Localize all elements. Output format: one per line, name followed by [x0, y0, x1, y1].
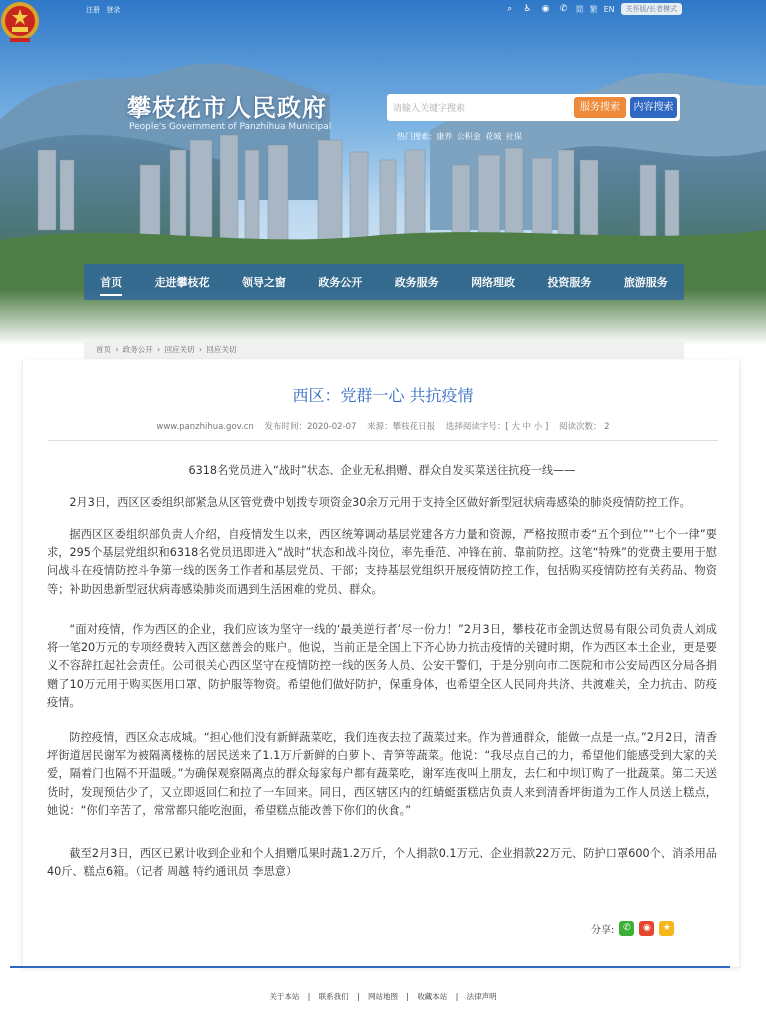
- hot-search: [397, 131, 524, 142]
- content-search-button[interactable]: 内容搜索: [630, 97, 677, 118]
- main-nav: [84, 264, 684, 300]
- breadcrumb-response[interactable]: 回应关切: [164, 345, 195, 354]
- search-box: [387, 94, 680, 121]
- article-paragraph: 2月3日，西区区委组织部紧急从区管党费中划拨专项资金30余万元用于支持全区做好新型冠状病毒感染的肺炎疫情防控工作。: [69, 496, 691, 509]
- breadcrumb-current[interactable]: 回应关切: [206, 345, 237, 354]
- footer-sep: |: [307, 992, 311, 1001]
- nav-item-gov-service[interactable]: 政务服务: [394, 276, 439, 289]
- footer-links: [0, 991, 766, 1002]
- wechat-icon[interactable]: ✆: [619, 921, 634, 936]
- meta-site: www.panzhihua.gov.cn: [156, 422, 254, 432]
- hot-word[interactable]: 社保: [505, 132, 522, 141]
- nav-item-home[interactable]: 首页: [100, 276, 123, 289]
- breadcrumb-home[interactable]: 首页: [96, 345, 111, 354]
- nav-item-tourism[interactable]: 旅游服务: [623, 276, 668, 289]
- wechat-top-icon[interactable]: ✆: [559, 4, 568, 14]
- hot-search-label: 热门搜索:: [397, 132, 432, 141]
- search-input[interactable]: [393, 100, 563, 115]
- share-bar: [591, 921, 674, 936]
- top-tools: [504, 3, 682, 15]
- lang-traditional[interactable]: 繁: [589, 4, 598, 14]
- weibo-top-icon[interactable]: ◉: [541, 4, 550, 14]
- footer-sitemap[interactable]: 网站地图: [368, 992, 398, 1001]
- search-icon[interactable]: ⌕: [507, 4, 513, 14]
- header-banner: [0, 0, 766, 345]
- service-search-button[interactable]: 服务搜索: [574, 97, 626, 118]
- footer-bookmark[interactable]: 收藏本站: [417, 992, 448, 1001]
- care-mode-button[interactable]: 关怀版/长者模式: [621, 3, 682, 15]
- nav-item-investment[interactable]: 投资服务: [547, 276, 592, 289]
- nav-item-gov-open[interactable]: 政务公开: [318, 276, 363, 289]
- footer-sep: |: [406, 992, 409, 1001]
- footer-legal[interactable]: 法律声明: [466, 992, 497, 1001]
- footer-sep: |: [455, 992, 459, 1001]
- breadcrumb-sep: ›: [198, 345, 202, 354]
- footer-sep: |: [357, 992, 360, 1001]
- site-title: 攀枝花市人民政府: [127, 94, 327, 122]
- article-paragraph: 据西区区委组织部负责人介绍，自疫情发生以来，西区统筹调动基层党建各方力量和资源，严格按照市委“五个到位”“七个一律”要求，295个基层党组织和6318名党员迅即进入“战时”状态和战斗岗位，率先垂范、冲锋在前、靠前防控。这笔“特殊”的党费主要用于慰问战斗在疫情防控斗争第一线的医务工作者和基层党员、干部；支持基层党组织开展疫情防控工作，包括购买疫情防控有关药品、物资等；补助因患新型冠状病毒感染肺炎而遇到生活困难的党员、群众。: [47, 528, 717, 596]
- article-paragraph: 截至2月3日，西区已累计收到企业和个人捐赠瓜果时蔬1.2万斤，个人捐款0.1万元、企业捐款22万元、防护口罩600个、消杀用品40斤、糕点6箱。（记者 周越 特约通讯员 李思意）: [47, 847, 717, 879]
- hot-word[interactable]: 公积金: [456, 132, 481, 141]
- title-divider: [48, 440, 718, 441]
- article-paragraph: 防控疫情，西区众志成城。“担心他们没有新鲜蔬菜吃，我们连夜去拉了蔬菜过来。作为普通群众，能做一点是一点。”2月2日，清香坪街道居民谢军为被隔离楼栋的居民送来了1.1万斤新鲜的白萝卜、青笋等蔬菜。他说：“我尽点自己的力，希望他们能感受到大家的关爱，隔着门也隔不开温暖。”为确保观察隔离点的群众每家每户都有蔬菜吃，谢军连夜叫上朋友，去仁和中坝订购了一批蔬菜。第二天送货时，发现预估少了，又立即返回仁和拉了一车回来。同日，西区辖区内的红蜻蜓蛋糕店负责人来到清香坪街道为工作人员送上糕点，她说：“你们辛苦了，常常都只能吃泡面，希望糕点能改善下你们的伙食。”: [47, 731, 717, 817]
- article-title: 西区：党群一心 共抗疫情: [292, 386, 474, 405]
- weibo-icon[interactable]: ◉: [639, 921, 654, 936]
- meta-views: 阅读次数： 2: [558, 422, 610, 432]
- font-size-selector[interactable]: 选择阅读字号：[ 大 中 小 ]: [445, 422, 549, 432]
- qzone-icon[interactable]: ★: [659, 921, 674, 936]
- nav-item-leaders[interactable]: 领导之窗: [241, 276, 286, 289]
- nav-item-online[interactable]: 网络理政: [471, 276, 516, 289]
- article-meta: [0, 420, 766, 432]
- lang-simplified[interactable]: 简: [575, 4, 584, 14]
- hot-word[interactable]: 康养: [436, 132, 453, 141]
- meta-source: 来源：攀枝花日报: [367, 422, 436, 432]
- breadcrumb-sep: ›: [157, 345, 161, 354]
- footer-contact[interactable]: 联系我们: [318, 992, 349, 1001]
- article-subheading: 6318名党员进入“战时”状态、企业无私捐赠、群众自发买菜送往抗疫一线——: [188, 464, 576, 477]
- national-emblem-icon: [0, 0, 40, 44]
- breadcrumb: [84, 341, 684, 359]
- breadcrumb-sep: ›: [115, 345, 119, 354]
- nav-item-about[interactable]: 走进攀枝花: [154, 276, 210, 289]
- register-link[interactable]: 注册: [86, 6, 100, 14]
- lang-english[interactable]: EN: [603, 4, 615, 14]
- hot-word[interactable]: 花城: [485, 132, 502, 141]
- meta-date: 发布时间：2020-02-07: [264, 422, 357, 432]
- login-link[interactable]: 登录: [106, 6, 121, 14]
- accessibility-icon[interactable]: ♿: [523, 4, 532, 14]
- breadcrumb-gov-open[interactable]: 政务公开: [122, 345, 153, 354]
- top-auth-links: [86, 5, 124, 15]
- article-paragraph: “面对疫情，作为西区的企业，我们应该为坚守一线的‘最美逆行者’尽一份力！”2月3日，攀枝花市金凯达贸易有限公司负责人刘成将一笔20万元的专项经费转入西区慈善会的账户。他说，当前正是全国上下齐心协力抗击疫情的关键时期，作为西区本土企业，更是要义不容辞扛起社会责任。公司很关心西区坚守在疫情防控一线的医务人员、公安干警们，于是分别向市二医院和市公安局西区分局各捐赠了10万元用于购买医用口罩、防护服等物资。希望他们做好防护，保重身体，也希望全区人民同舟共济、共渡难关，全力抗击、防疫疫情。: [47, 623, 717, 709]
- share-label: 分享:: [591, 925, 615, 936]
- site-subtitle: People's Government of Panzhihua Municipal: [129, 122, 332, 132]
- footer-about[interactable]: 关于本站: [269, 992, 300, 1001]
- footer-divider: [10, 966, 730, 968]
